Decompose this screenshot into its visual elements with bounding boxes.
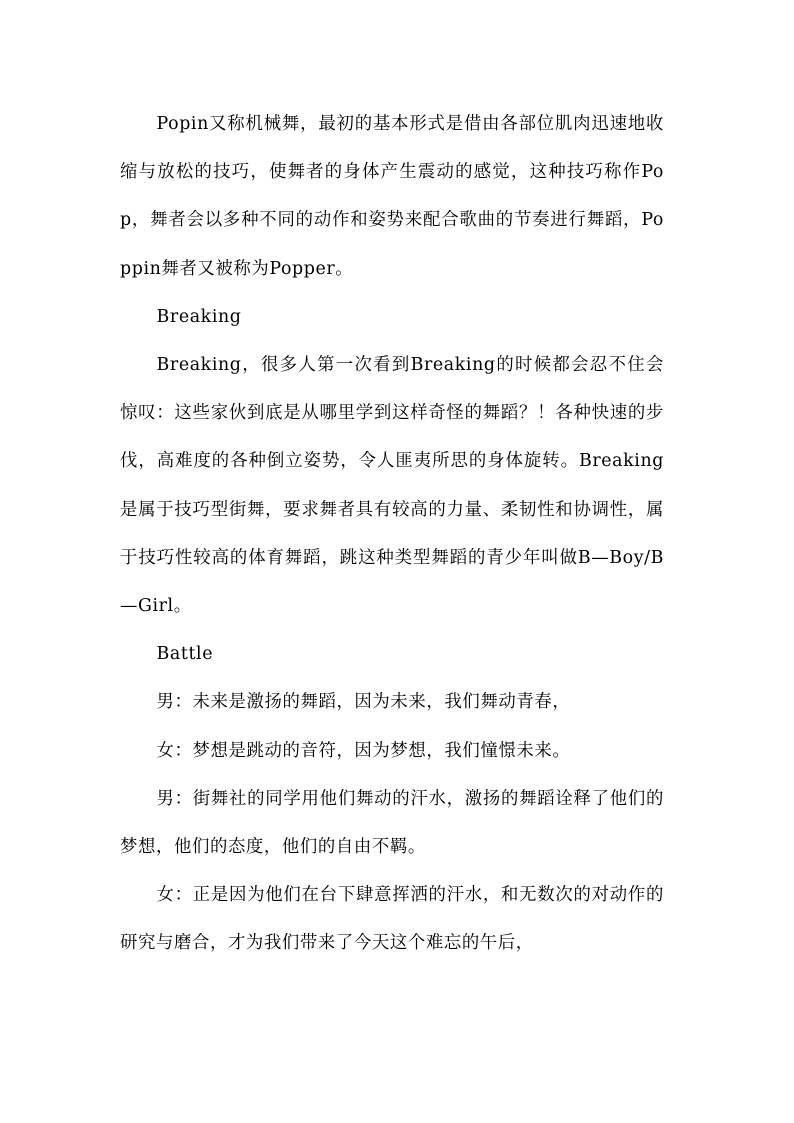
heading-breaking: Breaking	[156, 306, 242, 327]
paragraph-breaking-description: Breaking，很多人第一次看到Breaking的时候都会忍不住会惊叹：这些家伙到底是从哪里学到这样奇怪的舞蹈？！各种快速的步伐，高难度的各种倒立姿势，令人匪夷所思的身体旋转。Breaking是属于技巧型街舞，要求舞者具有较高的力量、柔韧性和协调性，属于技巧性较高的体育舞蹈，跳这种类型舞蹈的青少年叫做B—Boy/B—Girl。	[120, 355, 664, 617]
dialogue-line-female-1: 女：梦想是跳动的音符，因为梦想，我们憧憬未来。	[156, 740, 571, 761]
paragraph-popin-intro: Popin又称机械舞，最初的基本形式是借由各部位肌肉迅速地收缩与放松的技巧，使舞者的身体产生震动的感觉，这种技巧称作Pop，舞者会以多种不同的动作和姿势来配合歌曲的节奏进行舞蹈，Poppin舞者又被称为Popper。	[120, 114, 664, 279]
document-body	[120, 100, 664, 968]
dialogue-line-male-1: 男：未来是激扬的舞蹈，因为未来，我们舞动青春，	[156, 692, 571, 713]
heading-battle: Battle	[156, 644, 214, 665]
dialogue-line-female-2: 女：正是因为他们在台下肆意挥洒的汗水，和无数次的对动作的研究与磨合，才为我们带来了今天这个难忘的午后，	[120, 885, 664, 954]
dialogue-line-male-2: 男：街舞社的同学用他们舞动的汗水，激扬的舞蹈诠释了他们的梦想，他们的态度，他们的自由不羁。	[120, 788, 664, 858]
